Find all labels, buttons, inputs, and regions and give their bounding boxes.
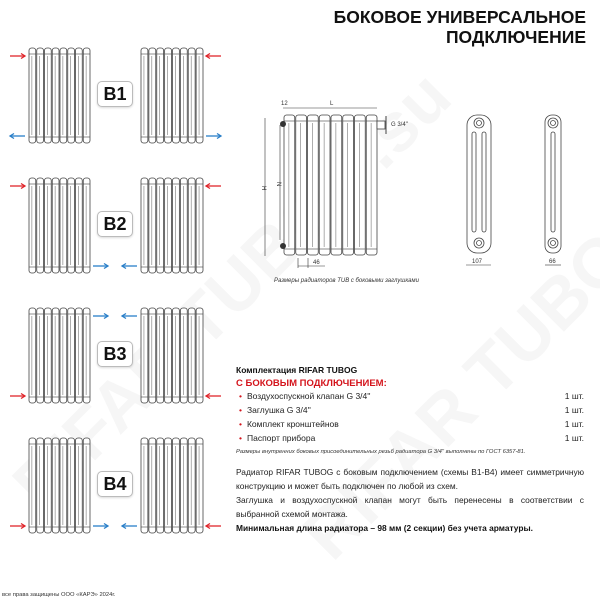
dim-12: 12 [281, 101, 288, 107]
description-p1: Радиатор RIFAR TUBOG с боковым подключением (схемы В1-В4) имеет симметричную конструкцию и может быть подключен по любой из схем. [236, 467, 584, 491]
dim-107: 107 [472, 259, 483, 265]
kit-title: Комплектация RIFAR TUBOG [236, 365, 358, 375]
kit-note: Размеры внутренних боковых присоединительных резьб радиатора G 3/4'' выполнены по ГОСТ 6357-81. [236, 449, 526, 455]
radiator-icon [29, 438, 90, 533]
kit-item-label: Паспорт прибора [246, 433, 316, 443]
radiator-icon [29, 308, 90, 403]
radiator-side-views [467, 115, 561, 253]
kit-item-name [239, 417, 339, 431]
kit-item-name [239, 389, 371, 403]
bullet-icon: • [239, 419, 242, 429]
scheme-label: B2 [97, 211, 133, 237]
dim-H: H [260, 186, 266, 191]
scheme-label: B4 [97, 471, 133, 497]
radiator-icon [141, 308, 203, 403]
kit-item [236, 431, 584, 445]
radiator-front-view [280, 115, 386, 255]
bullet-icon: • [239, 433, 242, 443]
title-line-1: БОКОВОЕ УНИВЕРСАЛЬНОЕ [333, 7, 586, 27]
dim-L: L [330, 101, 334, 107]
thread-label: G 3/4'' [391, 122, 408, 128]
description [236, 465, 584, 535]
bullet-icon: • [239, 391, 242, 401]
return-arrow-icon [122, 524, 137, 529]
supply-arrow-icon [206, 394, 221, 399]
dim-66: 66 [549, 259, 556, 265]
kit-item-label: Заглушка G 3/4'' [246, 405, 311, 415]
kit-item-label: Воздухоспускной клапан G 3/4'' [246, 391, 371, 401]
supply-arrow-icon [10, 394, 25, 399]
kit-item-label: Комплект кронштейнов [246, 419, 339, 429]
kit-subtitle: С БОКОВЫМ ПОДКЛЮЧЕНИЕМ: [236, 378, 387, 389]
dim-46: 46 [313, 260, 320, 266]
scheme-label: B1 [97, 81, 133, 107]
description-p2: Заглушка и воздухоспускной клапан могут быть перенесены в соответствии с выбранной схемой монтажа. [236, 495, 584, 519]
supply-arrow-icon [10, 524, 25, 529]
return-arrow-icon [93, 314, 108, 319]
kit-item-qty: 1 шт. [564, 391, 584, 401]
kit-item [236, 403, 584, 417]
radiator-icon [141, 438, 203, 533]
description-p3: Минимальная длина радиатора – 98 мм (2 секции) без учета арматуры. [236, 523, 533, 533]
kit-item-qty: 1 шт. [564, 405, 584, 415]
kit-item [236, 389, 584, 403]
supply-arrow-icon [206, 524, 221, 529]
return-arrow-icon [93, 524, 108, 529]
copyright-footer: все права защищены ООО «КАРЭ» 2024г. [2, 592, 116, 598]
kit-item-qty: 1 шт. [564, 433, 584, 443]
kit-item-name [239, 431, 315, 445]
kit-item [236, 417, 584, 431]
dim-N: N [275, 182, 281, 187]
kit-section [236, 365, 584, 455]
title-line-2: ПОДКЛЮЧЕНИЕ [445, 27, 586, 47]
return-arrow-icon [122, 314, 137, 319]
bullet-icon: • [239, 405, 242, 415]
kit-item-name [239, 403, 311, 417]
kit-item-qty: 1 шт. [564, 419, 584, 429]
scheme-label: B3 [97, 341, 133, 367]
drawing-caption: Размеры радиаторов TUB с боковыми заглушками [274, 278, 419, 284]
technical-drawing [0, 0, 600, 290]
